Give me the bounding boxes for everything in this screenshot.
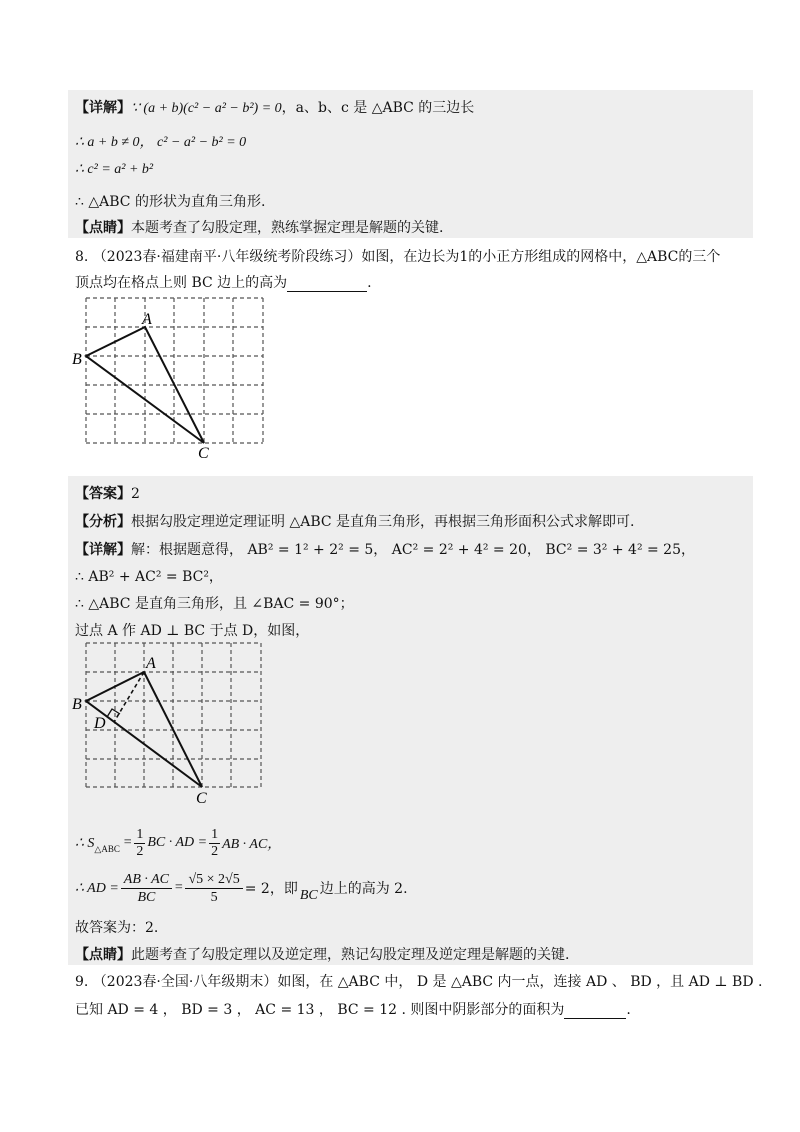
analysis-tag: 【分析】 [75,514,131,530]
sol7-detail-line [75,97,474,117]
sol8-analysis [75,511,635,531]
label-a: A [142,311,152,328]
sol7-text: ，a、b、c 是 △ABC 的三边长 [281,100,475,116]
frac-num: 1 [211,826,219,842]
area-lhs: ∴ S [75,835,95,851]
sol7-line4: ∴ △ABC 的形状为直角三角形. [75,194,266,210]
detail-text: 解：根据题意得， AB² = 1² + 2² = 5， AC² = 2² + 4² = 20， BC² = 3² + 4² = 25， [131,542,695,558]
comment-text: 此题考查了勾股定理以及逆定理，熟记勾股定理及逆定理是解题的关键. [131,947,570,963]
sol8-comment [75,944,569,964]
q8-line2 [75,272,372,292]
ad-eq: = [174,880,184,895]
area-eq1: = [122,835,133,850]
ad-fraction-2 [185,871,242,906]
q8-line2-text: 顶点均在格点上则 BC 边上的高为 [75,275,288,291]
q9-line2-end: . [626,1002,631,1018]
label-c: C [198,445,209,460]
sol8-final: 故答案为：2. [75,920,159,936]
answer-blank [287,277,367,292]
area-mid: BC · AD = [147,835,208,850]
comment-tag: 【点睛】 [75,220,131,236]
frac-den: 5 [210,889,218,905]
label-c: C [196,790,207,805]
sol8-area-line [75,824,281,862]
frac-num: 1 [136,826,144,842]
sol7-comment [75,217,443,237]
sol8-ad-line [75,868,408,908]
frac-den: BC [137,889,156,905]
figure-1-grid-triangle [68,290,278,460]
q8-line2-end: . [367,275,372,291]
sol8-detail3: ∴ △ABC 是直角三角形，且 ∠BAC = 90°； [75,596,354,612]
sol8-detail1 [75,539,695,559]
answer-value: 2 [131,486,140,502]
detail-tag: 【详解】 [75,542,131,558]
frac-num: √5 × 2√5 [185,871,242,889]
ad-fraction-1 [121,871,172,906]
q9-line1: 9. （2023春·全国·八年级期末）如图，在 △ABC 中， D 是 △ABC 内一点，连接 AD 、 BD ，且 AD ⊥ BD . [75,974,763,990]
area-subscript: △ABC [94,843,120,854]
sol7-math: ∵ (a + b)(c² − a² − b²) = 0 [131,101,282,116]
comment-tag: 【点睛】 [75,947,131,963]
sol7-line2: ∴ a + b ≠ 0， c² − a² − b² = 0 [75,135,247,150]
sol7-line3: ∴ c² = a² + b² [75,162,154,177]
area-end: AB · AC， [222,837,282,852]
sol8-detail2: ∴ AB² + AC² = BC²， [75,569,223,585]
analysis-text: 根据勾股定理逆定理证明 △ABC 是直角三角形，再根据三角形面积公式求解即可. [131,514,635,530]
frac-num: AB · AC [121,871,172,889]
q9-line2 [75,999,631,1019]
half-fraction-1 [134,827,145,860]
label-b: B [72,351,82,368]
label-a: A [146,655,156,672]
frac-den: 2 [136,843,144,859]
ad-bc: BC [299,888,318,903]
detail-tag: 【详解】 [75,100,131,116]
figure-2-grid-altitude [68,635,278,805]
q8-line1: 8. （2023春·福建南平·八年级统考阶段练习）如图，在边长为1的小正方形组成的网格中，△ABC的三个 [75,249,721,265]
sol8-answer [75,483,140,503]
sol8-detail4: 过点 A 作 AD ⊥ BC 于点 D，如图， [75,623,310,639]
ad-lhs: ∴ AD = [75,880,119,896]
ad-end: = 2，即 [244,881,298,897]
ad-tail: 边上的高为 2. [319,881,408,897]
frac-den: 2 [211,843,219,859]
q9-line2-text: 已知 AD = 4 ， BD = 3 ， AC = 13 ， BC = 12 . 则图中阴影部分的面积为 [75,1002,565,1018]
label-d: D [94,715,106,732]
comment-text: 本题考查了勾股定理，熟练掌握定理是解题的关键. [131,220,444,236]
answer-tag: 【答案】 [75,486,131,502]
label-b: B [72,696,82,713]
answer-blank [564,1004,626,1019]
half-fraction-2 [209,827,220,860]
